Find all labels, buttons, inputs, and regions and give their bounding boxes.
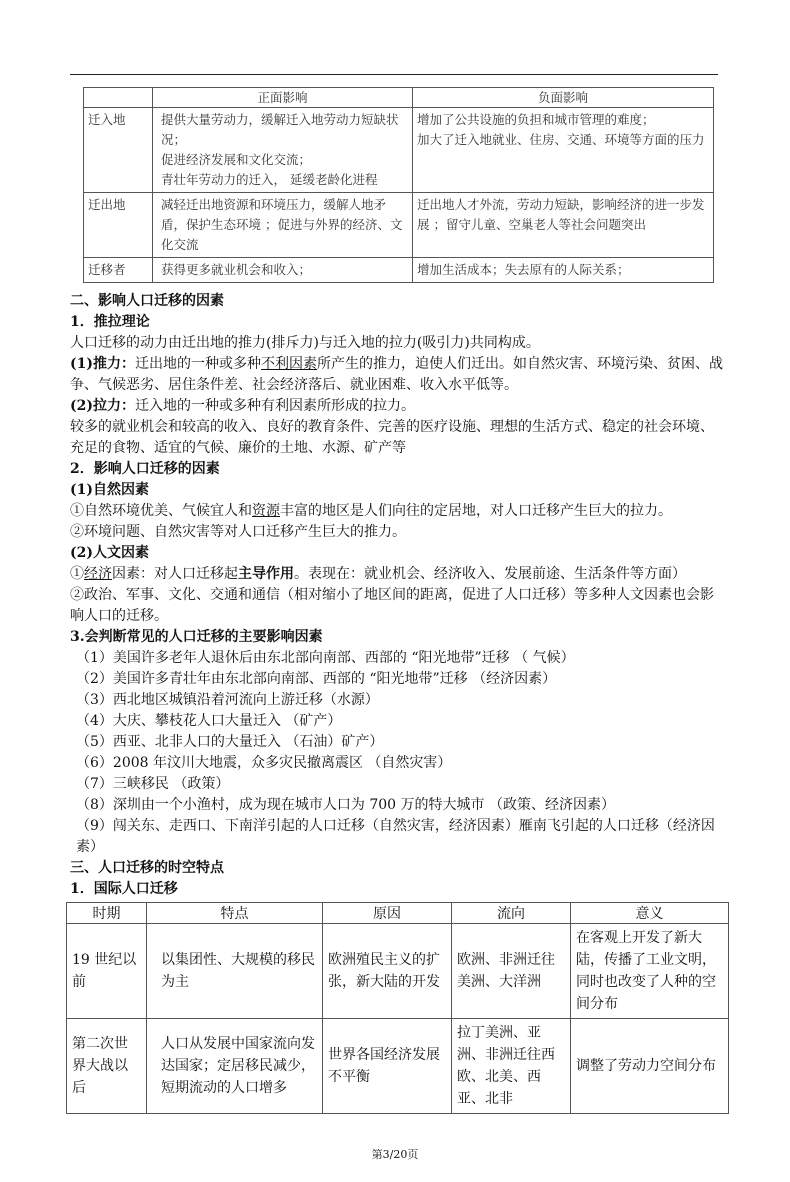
subheading: 2．影响人口迁移的因素 (70, 461, 220, 477)
positive-cell (153, 193, 413, 258)
row-label: 迁出地 (84, 193, 153, 258)
paragraph (70, 564, 725, 585)
table-cell: 世界各国经济发展不平衡 (323, 1019, 452, 1114)
table-cell: 人口从发展中国家流向发达国家；定居移民减少，短期流动的人口增多 (147, 1019, 323, 1114)
negative-cell (413, 258, 714, 283)
list-item: （4）大庆、攀枝花人口大量迁入 （矿产） (76, 713, 342, 729)
cell-line: 青壮年劳动力的迁入， 延缓老龄化进程 (161, 172, 378, 187)
text: 迁出地的一种或多种 (135, 356, 261, 372)
table-cell: 调整了劳动力空间分布 (571, 1019, 729, 1114)
table-row (67, 924, 729, 1019)
paragraph (70, 501, 725, 522)
table-cell: 欧洲殖民主义的扩张，新大陆的开发 (323, 924, 452, 1019)
row-label: 迁入地 (84, 108, 153, 193)
subheading: 1．推拉理论 (70, 314, 150, 330)
list-item: （3）西北地区城镇沿着河流向上游迁移（水源） (76, 692, 379, 708)
table-cell: 拉丁美洲、亚洲、非洲迁往西欧、北美、西亚、北非 (452, 1019, 571, 1114)
paragraph: 较多的就业机会和较高的收入、良好的教育条件、完善的医疗设施、理想的生活方式、稳定的社会环境、充足的食物、适宜的气候、廉价的土地、水源、矿产等 (70, 419, 714, 456)
cell-line: 增加生活成本；失去原有的人际关系； (417, 262, 630, 277)
text: 迁入地的一种或多种有利因素所形成的拉力。 (135, 398, 415, 414)
underlined-text: 经济 (84, 566, 112, 582)
table-cell: 欧洲、非洲迁往美洲、大洋洲 (452, 924, 571, 1019)
header-cell: 特点 (147, 903, 323, 924)
table-cell: 以集团性、大规模的移民为主 (147, 924, 323, 1019)
table-row (84, 108, 714, 193)
text: 丰富的地区是人们向往的定居地，对人口迁移产生巨大的拉力。 (280, 503, 672, 519)
paragraph: ②政治、军事、文化、交通和通信（相对缩小了地区间的距离，促进了人口迁移）等多种人文因素也会影响人口的迁移。 (70, 587, 714, 624)
bold-text: 主导作用 (238, 566, 294, 582)
document-body (70, 291, 725, 900)
list-item: （7）三峡移民 （政策） (76, 776, 230, 792)
list-item: （1）美国许多老年人退休后由东北部向南部、西部的 “阳光地带”迁移 （ 气候） (76, 650, 575, 666)
header-cell: 原因 (323, 903, 452, 924)
text: 。表现在：就业机会、经济收入、发展前途、生活条件等方面） (294, 566, 686, 582)
table-cell: 在客观上开发了新大陆，传播了工业文明，同时也改变了人种的空间分布 (571, 924, 729, 1019)
list-item: （6）2008 年汶川大地震，众多灾民撤离震区 （自然灾害） (76, 755, 452, 771)
negative-cell (413, 193, 714, 258)
table-cell: 第二次世界大战以后 (67, 1019, 147, 1114)
cell-line: 提供大量劳动力，缓解迁入地劳动力短缺状况； (161, 112, 399, 147)
header-cell: 负面影响 (413, 88, 714, 108)
table-row (84, 193, 714, 258)
header-cell: 意义 (571, 903, 729, 924)
subheading: (2)人文因素 (70, 545, 149, 561)
underlined-text: 不利因素 (261, 356, 317, 372)
text: ① (70, 566, 84, 582)
table-header-row (67, 903, 729, 924)
list-item: （2）美国许多青壮年由东北部向南部、西部的 “阳光地带”迁移 （经济因素） (76, 671, 557, 687)
cell-line: 加大了迁入地就业、住房、交通、环境等方面的压力 (417, 132, 705, 147)
paragraph: ②环境问题、自然灾害等对人口迁移产生巨大的推力。 (70, 524, 406, 540)
page-number: 第3/20页 (371, 1148, 419, 1161)
subheading: (1)自然因素 (70, 482, 149, 498)
negative-cell (413, 108, 714, 193)
list-item: （9）闯关东、走西口、下南洋引起的人口迁移（自然灾害，经济因素）雁南飞引起的人口迁移（经济因素） (76, 818, 715, 855)
table-row (84, 258, 714, 283)
list-item: （8）深圳由一个小渔村，成为现在城市人口为 700 万的特大城市 （政策、经济因素） (76, 797, 615, 813)
underlined-text: 资源 (252, 503, 280, 519)
positive-cell (153, 258, 413, 283)
cell-line: 迁出地人才外流，劳动力短缺，影响经济的进一步发展 ；留守儿童、空巢老人等社会问题突出 (417, 197, 705, 232)
paragraph (70, 396, 725, 417)
cell-line: 获得更多就业机会和收入； (161, 262, 312, 277)
subheading: 3.会判断常见的人口迁移的主要影响因素 (70, 629, 323, 645)
section-heading: 三、人口迁移的时空特点 (70, 860, 224, 876)
paragraph (70, 354, 725, 396)
text: 因素：对人口迁移起 (112, 566, 238, 582)
row-label: 迁移者 (84, 258, 153, 283)
label: (1)推力： (70, 356, 135, 372)
table-row (67, 1019, 729, 1114)
paragraph: 人口迁移的动力由迁出地的推力(排斥力)与迁入地的拉力(吸引力)共同构成。 (70, 335, 540, 351)
subheading: 1．国际人口迁移 (70, 881, 178, 897)
cell-line: 增加了公共设施的负担和城市管理的难度； (417, 112, 655, 127)
header-cell: 流向 (452, 903, 571, 924)
header-cell: 时期 (67, 903, 147, 924)
text: 所产生的推力，迫使人们迁出。如自然灾害、环境污染、贫困、战争、气候恶劣、居住条件差、社会经济落后、就业困难、收入水平低等。 (70, 356, 723, 393)
section-heading: 二、影响人口迁移的因素 (70, 293, 224, 309)
list-item: （5）西亚、北非人口的大量迁入 （石油）矿产） (76, 734, 384, 750)
header-cell: 正面影响 (153, 88, 413, 108)
international-migration-table (66, 902, 729, 1114)
positive-cell (153, 108, 413, 193)
table-cell: 19 世纪以前 (67, 924, 147, 1019)
cell-line: 减轻迁出地资源和环境压力，缓解人地矛盾，保护生态环境 ；促进与外界的经济、文化交流 (161, 197, 403, 252)
label: (2)拉力： (70, 398, 135, 414)
header-cell (84, 88, 153, 108)
migration-impact-table (83, 87, 714, 283)
table-header-row (84, 88, 714, 108)
text: ①自然环境优美、气候宜人和 (70, 503, 252, 519)
cell-line: 促进经济发展和文化交流； (161, 152, 312, 167)
